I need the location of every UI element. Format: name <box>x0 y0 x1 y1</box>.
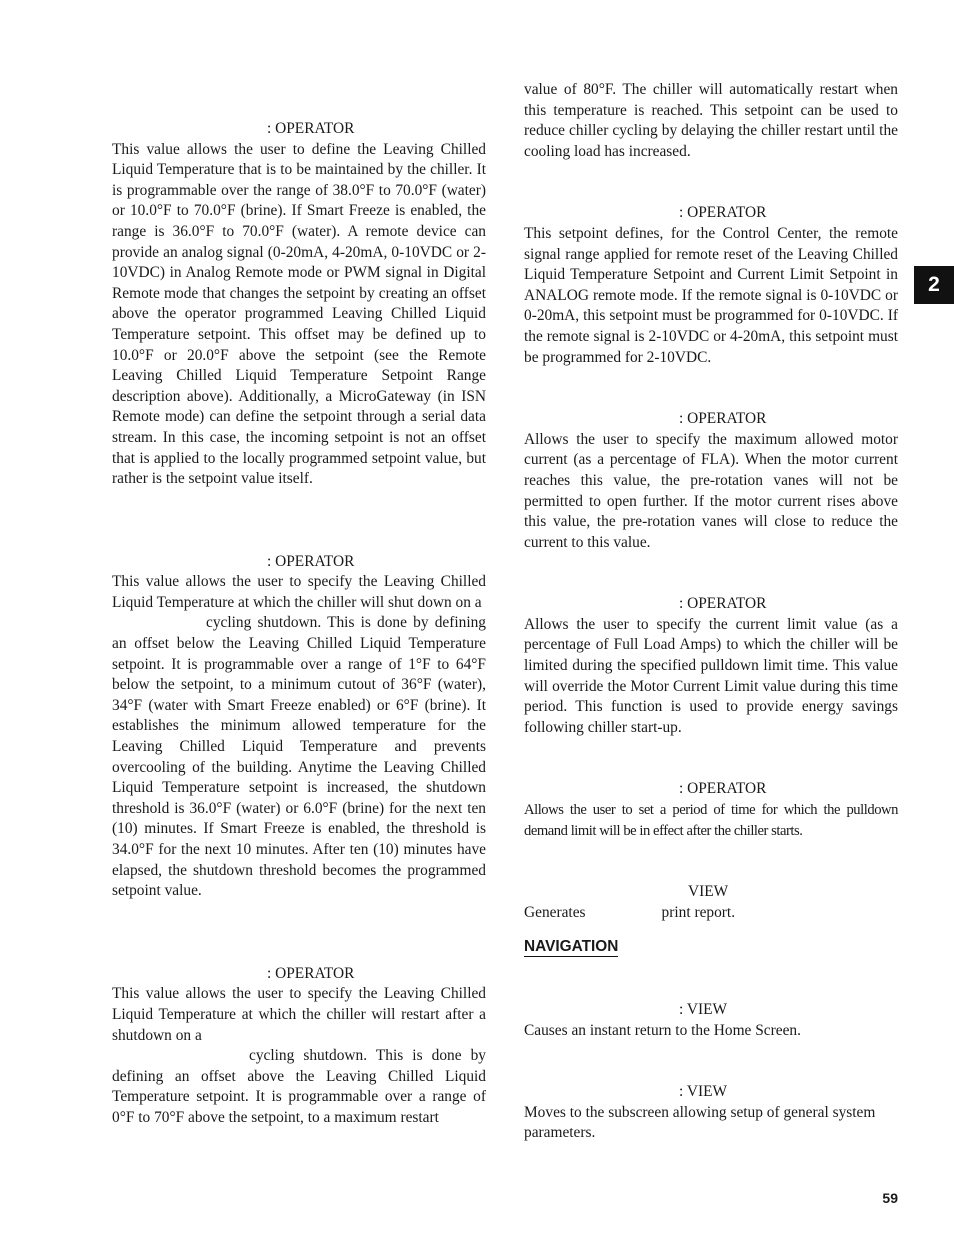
section-text: This value allows the user to specify the Leaving Chilled Liquid Temperature at which the chiller will shut down on a <box>112 573 486 611</box>
home-section <box>524 1000 898 1041</box>
navigation-heading: NAVIGATION <box>524 938 619 956</box>
access-level: : OPERATOR <box>679 204 767 222</box>
shutdown-section <box>112 552 486 902</box>
right-column <box>524 80 898 1144</box>
section-text: This value allows the user to specify the Leaving Chilled Liquid Temperature at which the chiller will restart after a shutdown on a <box>112 985 486 1044</box>
pulldown-time-section <box>524 779 898 841</box>
page-number: 59 <box>882 1190 898 1206</box>
section-tab-marker: 2 <box>914 266 954 304</box>
access-level: : OPERATOR <box>679 595 767 613</box>
section-text: Causes an instant return to the Home Screen. <box>524 1021 801 1039</box>
setup-section <box>524 1082 898 1144</box>
access-level: : OPERATOR <box>679 780 767 798</box>
access-level: : VIEW <box>679 1001 728 1018</box>
section-text: This setpoint defines, for the Control Center, the remote signal range applied for remote reset of the Leaving Chilled Liquid Temperature Setpoint and Current Limit Setpoint in ANALOG remote mode. If the remote signal is 0-10VDC or 0-20mA, this setpoint must be programmed for 0-10VDC. If the remote signal is 2-10VDC or 4-20mA, this setpoint must be programmed for 2-10VDC. <box>524 224 898 366</box>
print-text-end: print report. <box>661 903 736 921</box>
section-text: This value allows the user to define the Leaving Chilled Liquid Temperature that is to be maintained by the chiller. It is programmable over the range of 38.0°F to 70.0°F (water) or 10.0°F to 70.0°F (brine). If Smart Freeze is enabled, the range is 36.0°F to 70.0°F (water). A remote device can provide an analog signal (0-20mA, 4-20mA, 0-10VDC or 2-10VDC) in Analog Remote mode or PWM signal in Digital Remote mode that changes the setpoint by creating an offset above the operator programmed Leaving Chilled Liquid Temperature setpoint. This offset may be defined up to 10.0°F or 20.0°F above the setpoint (see the Remote Leaving Chilled Liquid Temperature Setpoint Range description above). Additionally, a MicroGateway (in ISN Remote mode) can define the setpoint through a serial data stream. In this case, the incoming setpoint is not an offset that is applied to the locally programmed setpoint value, but rather is the setpoint value itself. <box>112 140 486 488</box>
lcht-setpoint-section <box>112 119 486 490</box>
access-level: : OPERATOR <box>679 410 767 428</box>
left-column <box>112 119 486 1129</box>
navigation-section <box>524 937 898 1144</box>
pulldown-limit-section <box>524 594 898 738</box>
motor-current-limit-section <box>524 409 898 553</box>
section-text: Moves to the subscreen allowing setup of general system parameters. <box>524 1103 876 1142</box>
section-text-continued: cycling shutdown. This is done by defining an offset above the Leaving Chilled Liquid Temperature setpoint. It is programmable over a range of 0°F to 70°F above the setpoint, to a maximum restart <box>112 1047 486 1126</box>
access-level: : VIEW <box>679 1083 728 1101</box>
section-text: Allows the user to set a period of time for which the pulldown demand limit will be in effect after the chiller starts. <box>524 802 898 839</box>
access-level: : OPERATOR <box>267 964 355 982</box>
restart-section <box>112 964 486 1129</box>
access-level: : OPERATOR <box>267 120 355 137</box>
section-text: Allows the user to specify the current limit value (as a percentage of Full Load Amps) to which the chiller will be limited during the specified pulldown limit time. This value will override the Motor Current Limit value during this time period. This function is used to provide energy savings following chiller start-up. <box>524 615 898 736</box>
print-text-start: Generates <box>524 903 586 921</box>
section-text-continued: cycling shutdown. This is done by defining an offset below the Leaving Chilled Liquid Temperature setpoint. It is programmable over a range of 1°F to 64°F below the setpoint, to a minimum cutout of 36°F (water), 34°F (water with Smart Freeze enabled) or 6°F (brine). It establishes the minimum allowed temperature for the Leaving Chilled Liquid Temperature and prevents overcooling of the building. Anytime the Leaving Chilled Liquid Temperature setpoint is increased, the shutdown threshold is 36.0°F (water) or 6.0°F (brine) for the next ten (10) minutes. If Smart Freeze is enabled, the threshold is 34.0°F for the next 10 minutes. After ten (10) minutes have elapsed, the shutdown threshold becomes the programmed setpoint value. <box>112 614 486 900</box>
access-level: : OPERATOR <box>267 552 355 570</box>
remote-range-section <box>524 203 898 368</box>
section-text: Allows the user to specify the maximum allowed motor current (as a percentage of FLA). When the motor current reaches this value, the pre-rotation vanes will not be permitted to open further. If the motor current rises above this value, the pre-rotation vanes will close to reduce the current to this value. <box>524 430 898 551</box>
print-section <box>524 882 898 923</box>
restart-continued-text: value of 80°F. The chiller will automatically restart when this temperature is reached. This setpoint can be used to reduce chiller cycling by delaying the chiller restart until the cooling load has increased. <box>524 81 898 160</box>
section-text <box>524 903 898 924</box>
access-level: VIEW <box>688 883 729 901</box>
